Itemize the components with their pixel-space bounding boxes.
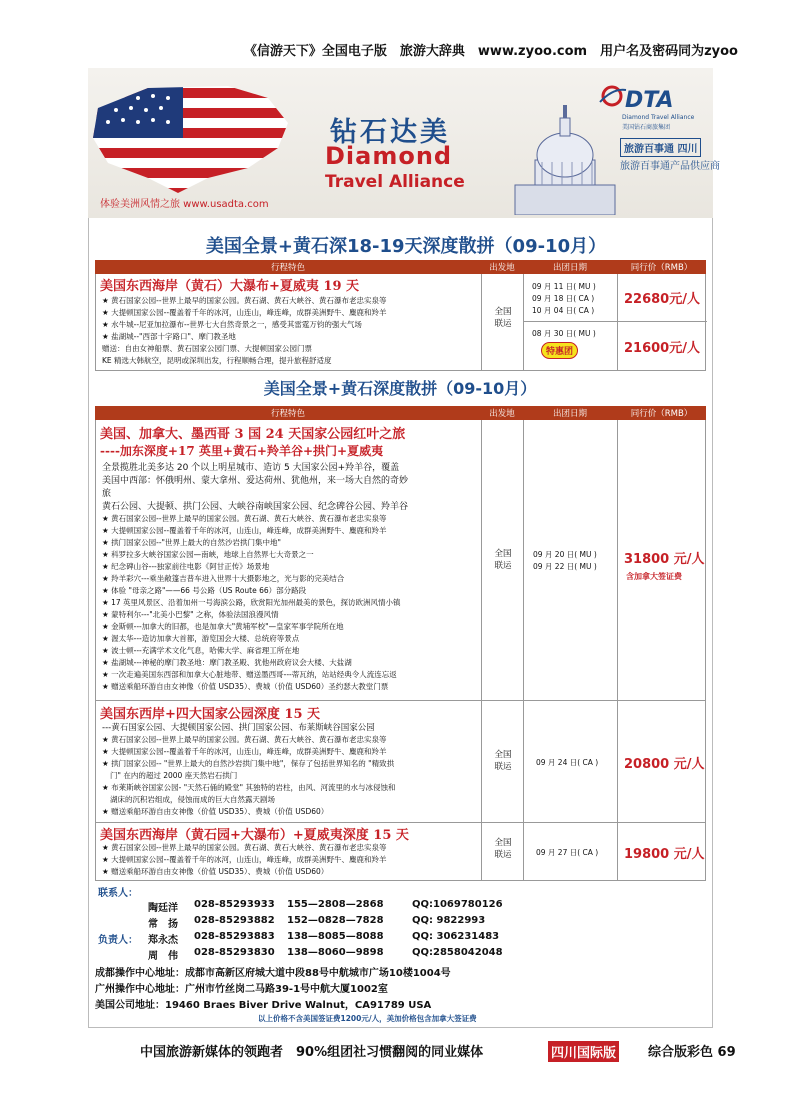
tour-date: 10 月 04 日( CA ) xyxy=(532,306,595,315)
col-depart: 出发地 xyxy=(489,409,515,419)
top-banner-text: 《信游天下》全国电子版 旅游大辞典 www.zyoo.com 用户名及密码同为zyoo xyxy=(243,44,738,59)
depart-city: 全国 联运 xyxy=(494,549,512,571)
price-note: 含加拿大签证费 xyxy=(626,572,682,581)
dta-logo-text: DTA xyxy=(625,88,674,113)
route-title: 美国东西岸+四大国家公园深度 15 天 xyxy=(100,707,321,722)
route-line: ★ 盐湖城--"西部十字路口"、摩门教圣地 xyxy=(102,332,236,341)
address-guangzhou: 广州操作中心地址：广州市竹丝岗二马路39-1号中航大厦1002室 xyxy=(95,984,388,995)
col-date: 出团日期 xyxy=(552,263,587,273)
price: 19800 元/人 xyxy=(624,847,705,862)
route-line: ★ 赠送乘船环游自由女神像（价值 USD35）、费城（价值 USD60）圣约瑟大教堂门票 xyxy=(102,682,389,691)
manager-label: 负责人： xyxy=(98,935,138,946)
tour-row xyxy=(95,823,706,881)
contact-qq: QQ: 9822993 xyxy=(412,915,486,926)
footer-edition-tag: 四川国际版 xyxy=(548,1041,619,1062)
route-line: ★ 黄石国家公园--世界上最早的国家公园。黄石湖、黄石大峡谷、黄石瀑布老忠实泉等 xyxy=(102,296,387,305)
contact-phone: 028-85293882 xyxy=(194,915,275,926)
tour-date: 09 月 18 日( CA ) xyxy=(532,294,595,303)
section1-table-header xyxy=(95,260,706,274)
footer-slogan: 中国旅游新媒体的领跑者 90%组团社习惯翻阅的同业媒体 xyxy=(140,1045,484,1060)
tour-date: 09 月 24 日( CA ) xyxy=(536,758,599,767)
price: 20800 元/人 xyxy=(624,757,705,772)
route-subtitle: ----加东深度+17 英里+黄石+羚羊谷+拱门+夏威夷 xyxy=(100,444,384,458)
route-line: ★ 黄石国家公园--世界上最早的国家公园。黄石湖、黄石大峡谷、黄石瀑布老忠实泉等 xyxy=(102,514,387,523)
route-line: ★ 盐湖城---神秘的摩门教圣地：摩门教圣殿、犹他州政府议会大楼、大盐湖 xyxy=(102,658,352,667)
contact-name: 陶廷洋 xyxy=(148,903,178,914)
col-price: 同行价（RMB） xyxy=(630,409,693,419)
contact-name: 常 扬 xyxy=(148,919,178,930)
tour-row xyxy=(95,701,706,823)
section1-title: 美国全景+黄石深18-19天深度散拼（09-10月） xyxy=(205,236,607,257)
contact-name: 郑永杰 xyxy=(148,935,178,946)
route-line: ★ 黄石国家公园--世界上最早的国家公园。黄石湖、黄石大峡谷、黄石瀑布老忠实泉等 xyxy=(102,843,387,852)
section1-row xyxy=(95,274,706,371)
contact-qq: QQ: 306231483 xyxy=(412,931,500,942)
route-line: ★ 大提顿国家公园--覆盖着千年的冰河，山连山，峰连峰，成群美洲野牛、麋鹿和羚羊 xyxy=(102,526,387,535)
route-line: ★ 拱门国家公园-- "世界上最大的自然沙岩拱门集中地"，保存了包括世界知名的 "精致拱 xyxy=(102,759,395,768)
brand-english-subname: Travel Alliance xyxy=(325,172,465,192)
route-line: ★ 赠送乘船环游自由女神像（价值 USD35）、费城（价值 USD60） xyxy=(102,807,329,816)
col-date: 出团日期 xyxy=(552,409,587,419)
dta-english-name: Diamond Travel Alliance xyxy=(622,114,695,121)
section2-table-header xyxy=(95,406,706,420)
route-intro: 全景揽胜北美多达 20 个以上明星城市、造访 5 大国家公园+羚羊谷，覆盖 xyxy=(102,463,400,473)
route-line: ★ 纪念碑山谷---独家前往电影《阿甘正传》场景地 xyxy=(102,562,270,571)
tour-date: 09 月 27 日( CA ) xyxy=(536,848,599,857)
route-line: ★ 大提顿国家公园--覆盖着千年的冰河，山连山，峰连峰，成群美洲野牛、麋鹿和羚羊 xyxy=(102,308,387,317)
supplier-text: 旅游百事通产品供应商 xyxy=(620,161,720,172)
contact-mobile: 138—8060—9898 xyxy=(287,947,384,958)
route-line: ★ 一次走遍美国东西部和加拿大心脏地带、赠送墨西哥---蒂瓦纳，站站经典令人流连忘返 xyxy=(102,670,397,679)
price: 31800 元/人 xyxy=(624,552,705,567)
route-line: ★ 拱门国家公园--"世界上最大的自然沙岩拱门集中地" xyxy=(102,538,281,547)
tour-date: 09 月 11 日( MU ) xyxy=(532,282,596,291)
route-line: ★ 蒙特利尔---"北美小巴黎" 之称，体验法国浪漫风情 xyxy=(102,610,279,619)
route-intro: 旅 xyxy=(102,489,112,499)
contact-name: 周 伟 xyxy=(148,951,178,962)
col-price: 同行价（RMB） xyxy=(630,263,693,273)
col-feature: 行程特色 xyxy=(270,409,305,419)
route-line: 湖床的沉积岩组成，侵蚀而成的巨大自然露天剧场 xyxy=(110,795,275,804)
contact-mobile: 155—2808—2868 xyxy=(287,899,384,910)
route-line: ★ 体验 "母亲之路"——66 号公路（US Route 66）部分路段 xyxy=(102,586,307,595)
route-line: ★ 水牛城--尼亚加拉瀑布--世界七大自然奇景之一，感受其雷霆万钧的强大气场 xyxy=(102,320,362,329)
depart-city: 全国 联运 xyxy=(494,307,512,329)
route-line: ★ 渥太华---造访加拿大首都，游览国会大楼、总统府等景点 xyxy=(102,634,300,643)
route-line: ★ 羚羊彩穴---乘坐敞篷吉普车进入世界十大摄影地之，光与影的完美结合 xyxy=(102,574,345,583)
price: 21600元/人 xyxy=(624,341,700,356)
route-line: ★ 金斯顿---加拿大的旧都，也是加拿大"黄埔军校"—皇家军事学院所在地 xyxy=(102,622,344,631)
route-line: ★ 科罗拉多大峡谷国家公园—南峡，地球上自然界七大奇景之一 xyxy=(102,550,314,559)
route-title: 美国东西海岸（黄石）大瀑布+夏威夷 19 天 xyxy=(100,279,360,294)
route-line: ★ 赠送乘船环游自由女神像（价值 USD35）、费城（价值 USD60） xyxy=(102,867,329,876)
route-line: ★ 17 英里风景区、沿着加州一号海滨公路，欣赏阳光加州最美的景色，探访欧洲风情小镇 xyxy=(102,598,401,607)
route-line: ★ 大提顿国家公园--覆盖着千年的冰河，山连山，峰连峰，成群美洲野牛、麋鹿和羚羊 xyxy=(102,747,387,756)
route-intro: 美国中西部：怀俄明州、蒙大拿州、爱达荷州、犹他州，来一场大自然的奇妙 xyxy=(102,476,409,486)
route-line: 赠送：自由女神船票、黄石国家公园门票、大提顿国家公园门票 xyxy=(102,344,312,353)
brand-english-name: Diamond xyxy=(325,142,453,170)
contact-mobile: 152—0828—7828 xyxy=(287,915,384,926)
contact-label: 联系人： xyxy=(98,888,138,899)
depart-city: 全国 联运 xyxy=(494,750,512,772)
dta-logo-swoosh-icon xyxy=(598,84,628,108)
route-line: ★ 黄石国家公园--世界上最早的国家公园。黄石湖、黄石大峡谷、黄石瀑布老忠实泉等 xyxy=(102,735,387,744)
contact-qq: QQ:1069780126 xyxy=(412,899,503,910)
dta-chinese-name: 美国钻石商旅集团 xyxy=(622,124,671,131)
contact-phone: 028-85293933 xyxy=(194,899,275,910)
depart-city: 全国 联运 xyxy=(494,838,512,860)
price: 22680元/人 xyxy=(624,292,700,307)
route-line: ★ 波士顿---充满学术文化气息，哈佛大学、麻省理工所在地 xyxy=(102,646,300,655)
route-subtitle: ---黄石国家公园、大提顿国家公园、拱门国家公园、布莱斯峡谷国家公园 xyxy=(102,723,375,733)
brand-chinese-name: 钻石达美 xyxy=(330,117,450,148)
route-line: 门" 在内的超过 2000 座天然岩石拱门 xyxy=(110,771,238,780)
col-feature: 行程特色 xyxy=(270,263,305,273)
visa-note: 以上价格不含美国签证费1200元/人，美加价格包含加拿大签证费 xyxy=(258,1014,477,1023)
tour-date: 09 月 20 日( MU ) xyxy=(533,550,597,559)
contact-qq: QQ:2858042048 xyxy=(412,947,503,958)
route-title: 美国东西海岸（黄石园+大瀑布）+夏威夷深度 15 天 xyxy=(100,828,409,843)
slogan-url: 体验美洲风情之旅 www.usadta.com xyxy=(100,199,269,210)
us-flag-map-graphic xyxy=(88,68,298,198)
route-line: ★ 布莱斯峡谷国家公园- "天然石俑的殿堂" 其独特的岩柱，由风、河流里的水与冰侵蚀和 xyxy=(102,783,396,792)
special-offer-badge: 特惠团 xyxy=(541,342,578,359)
section2-title: 美国全景+黄石深度散拼（09-10月） xyxy=(263,379,537,398)
capitol-building-graphic xyxy=(510,90,620,215)
contact-mobile: 138—8085—8088 xyxy=(287,931,384,942)
address-chengdu: 成都操作中心地址：成都市高新区府城大道中段88号中航城市广场10楼1004号 xyxy=(95,968,451,979)
address-usa: 美国公司地址：19460 Braes Biver Drive Walnut，CA91789 USA xyxy=(95,1000,432,1011)
tour-date: 09 月 22 日( MU ) xyxy=(533,562,597,571)
route-line: ★ 大提顿国家公园--覆盖着千年的冰河，山连山，峰连峰，成群美洲野牛、麋鹿和羚羊 xyxy=(102,855,387,864)
footer-page-number: 综合版彩色 69 xyxy=(648,1045,736,1060)
tour-row xyxy=(95,420,706,701)
route-line: KE 精选大韩航空，昆明或深圳出发，行程顺畅合理，提升旅程舒适度 xyxy=(102,356,332,365)
partner-logo: 旅游百事通 四川 xyxy=(620,138,701,157)
route-title: 美国、加拿大、墨西哥 3 国 24 天国家公园红叶之旅 xyxy=(100,427,406,442)
contact-phone: 028-85293883 xyxy=(194,931,275,942)
col-depart: 出发地 xyxy=(489,263,515,273)
contact-phone: 028-85293830 xyxy=(194,947,275,958)
route-intro: 黄石公园、大提顿、拱门公园、大峡谷南峡国家公园、纪念碑谷公园、羚羊谷 xyxy=(102,502,409,512)
tour-date: 08 月 30 日( MU ) xyxy=(532,329,596,338)
